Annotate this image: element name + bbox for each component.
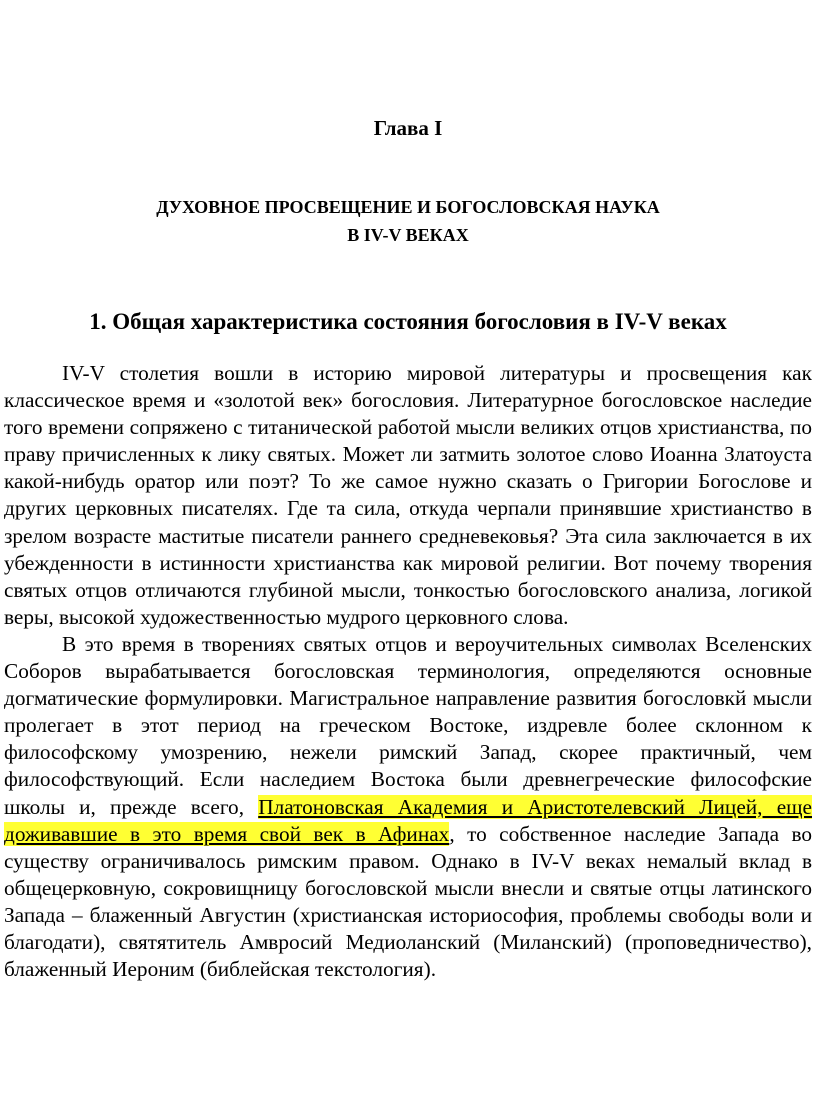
highlighted-text: Платоновская Академия и Аристотелевский Лицей, еще доживавшие в это время свой век в Афинах <box>4 794 812 846</box>
section-heading-line-2: В IV-V ВЕКАХ <box>347 225 469 245</box>
chapter-title: Глава I <box>373 116 443 140</box>
section-heading <box>0 193 816 249</box>
paragraph-2-text-start: В это время в творениях святых отцов и вероучительных символах Вселенских Соборов вырабатывается богословская терминология, определяются основные догматические формулировки. Магистральное направление развития богословкй мысли пролегает в этот период на греческом Востоке, издревле более склонном к философскому умозрению, нежели римский Запад, скорее практичный, чем философствующий. Если наследием Востока были древнегреческие философские школы и, прежде всего, <box>4 631 812 819</box>
subsection-title: 1. Общая характеристика состояния богословия в IV-V веках <box>89 309 727 334</box>
paragraph-2-text-end: , то собственное наследие Запада во существу ограничивалось римским правом. Однако в IV-V веках немалый вклад в общецерковную, сокровищницу богословской мысли внесли и святые отцы латинского Запада – блаженный Августин (христианская историософия, проблемы свободы воли и благодати), святятитель Амвросий Медиоланский (Миланский) (проповедничество), блаженный Иероним (библейская текстология). <box>4 821 813 982</box>
body-text <box>4 360 812 983</box>
section-heading-line-1: ДУХОВНОЕ ПРОСВЕЩЕНИЕ И БОГОСЛОВСКАЯ НАУКА <box>156 197 660 217</box>
paragraph-2 <box>4 631 812 983</box>
paragraph-1: IV-V столетия вошли в историю мировой литературы и просвещения как классическое время и «золотой век» богословия. Литературное богословское наследие того времени сопряжено с титанической работой мысли великих отцов христианства, по праву причисленных к лику святых. Может ли затмить золотое слово Иоанна Златоуста какой-нибудь оратор или поэт? То же самое нужно сказать о Григории Богослове и других церковных писателях. Где та сила, откуда черпали принявшие христианство в зрелом возрасте маститые писатели раннего средневековья? Эта сила заключается в их убежденности в истинности христианства как мировой религии. Вот почему творения святых отцов отличаются глубиной мысли, тонкостью богословского анализа, логикой веры, высокой художественностью мудрого церковного слова. <box>4 361 812 629</box>
